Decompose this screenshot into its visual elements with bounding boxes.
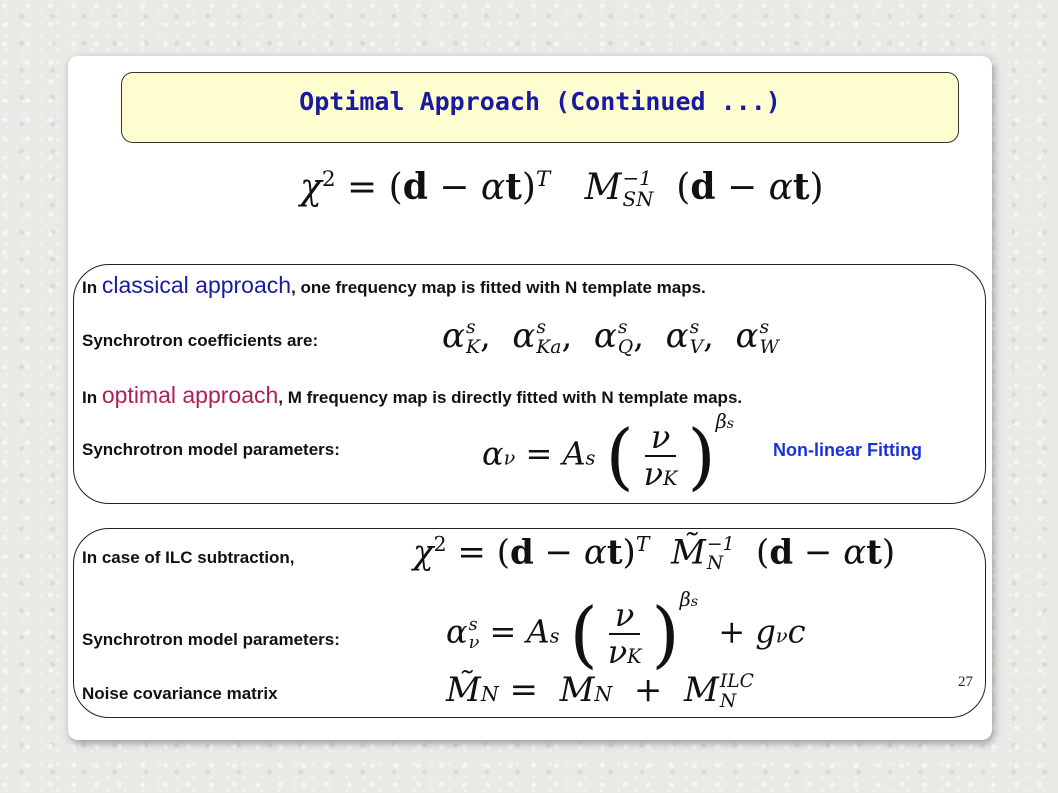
classical-suffix: , one frequency map is fitted with N template maps.	[291, 278, 706, 297]
optimal-suffix: , M frequency map is directly fitted with N template maps.	[278, 388, 743, 407]
chi2-formula: χ2 = (d − αt)T M −1 SN (d − αt)	[300, 166, 824, 211]
classical-highlight: classical approach	[101, 272, 292, 298]
title-box	[121, 72, 959, 143]
coefficients-formula: α s K , α s Ka , α s Q , α s V , α s W	[442, 316, 779, 358]
ilc-line: In case of ILC subtraction,	[82, 548, 295, 567]
coefficients-label: Synchrotron coefficients are:	[82, 331, 319, 350]
model-ilc-formula: α s ν = As ( $\frac{\nu}{\nu K}$ )βs + gνc	[446, 588, 806, 676]
optimal-prefix: In	[82, 388, 98, 407]
optimal-highlight: optimal approach	[101, 382, 279, 408]
classical-prefix: In	[82, 278, 98, 297]
classical-line	[82, 272, 706, 299]
optimal-line	[82, 382, 742, 409]
ilc-model-params-label: Synchrotron model parameters:	[82, 630, 340, 649]
model-formula: αν = As ( $\frac{\nu}{\nu K}$ )βs	[482, 410, 735, 498]
page-title: Optimal Approach (Continued ...)	[299, 87, 781, 116]
noise-cov-label: Noise covariance matrix	[82, 684, 278, 703]
chi2-ilc-formula: χ2 = (d − αt)T M̃ −1 N (d − αt)	[413, 532, 896, 575]
noise-cov-formula: M̃N = MN + M ILC N	[446, 670, 754, 712]
page-number: 27	[958, 674, 973, 690]
nonlinear-fitting-label: Non-linear Fitting	[773, 440, 922, 460]
model-params-label: Synchrotron model parameters:	[82, 440, 340, 459]
